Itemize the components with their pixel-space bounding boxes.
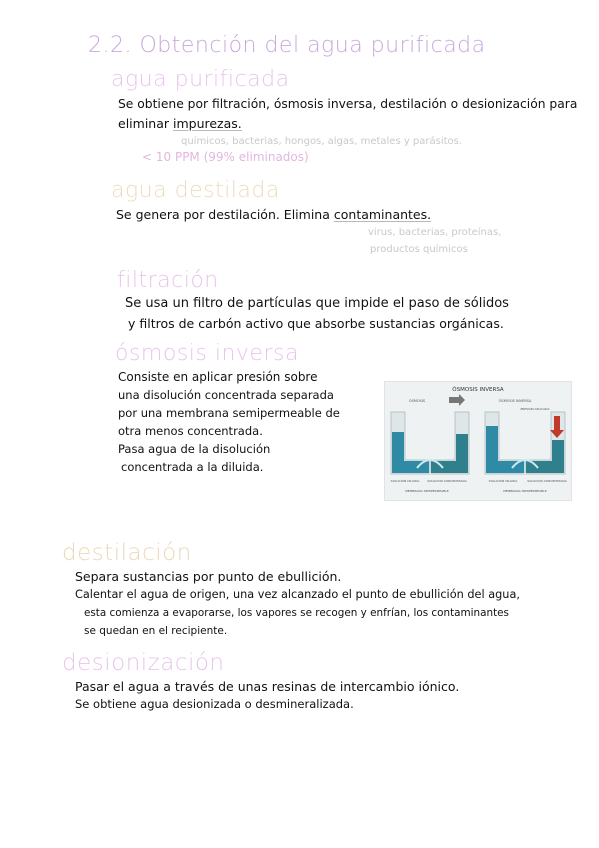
fig-right-c: MEMBRANA SEMIPERMEABLE xyxy=(503,489,547,493)
text-purificada-impurezas: impurezas. xyxy=(173,116,242,131)
fig-arrow-body xyxy=(449,397,459,403)
fig-top-left: ÓSMOSIS xyxy=(408,399,426,403)
heading-filtracion: filtración xyxy=(117,268,219,293)
heading-desionizacion: desionización xyxy=(62,650,225,676)
text-osmosis-line6: concentrada a la diluida. xyxy=(121,460,264,474)
text-destilacion-line4: se quedan en el recipiente. xyxy=(84,625,228,637)
note-purificada-impurezas: químicos, bacterias, hongos, algas, metales y parásitos. xyxy=(181,136,463,147)
text-destilacion-line1: Separa sustancias por punto de ebullición. xyxy=(75,569,342,584)
heading-destilacion: destilación xyxy=(62,540,192,566)
text-osmosis-line5: Pasa agua de la disolución xyxy=(118,442,271,456)
text-osmosis-line3: por una membrana semipermeable de xyxy=(118,406,340,420)
fig-left-water-right xyxy=(430,434,468,473)
osmosis-diagram xyxy=(384,381,572,501)
fig-left-a: SOLUCIÓN DILUIDA xyxy=(390,479,420,483)
fig-top-right: ÓSMOSIS INVERSA xyxy=(498,399,532,403)
text-purificada-line1: Se obtiene por filtración, ósmosis inversa, destilación o desionización para xyxy=(118,97,578,111)
text-purificada-line2-prefix: eliminar xyxy=(118,116,170,131)
heading-agua-destilada: agua destilada xyxy=(111,178,280,203)
fig-left-c: MEMBRANA SEMIPERMEABLE xyxy=(405,489,449,493)
text-destilada-line1 xyxy=(116,207,431,222)
fig-right-water-right xyxy=(525,440,564,473)
text-filtracion-line2: y filtros de carbón activo que absorbe sustancias orgánicas. xyxy=(128,316,504,331)
text-destilada-contaminantes: contaminantes. xyxy=(333,207,432,222)
note-destilada-line1: virus, bacterias, proteínas, xyxy=(368,227,502,238)
fig-left-b: SOLUCIÓN CONCENTRADA xyxy=(427,479,467,483)
fig-right-a: SOLUCIÓN DILUIDA xyxy=(488,479,518,483)
heading-agua-purificada: agua purificada xyxy=(111,67,290,92)
text-desionizacion-line1: Pasar el agua a través de unas resinas de intercambio iónico. xyxy=(75,679,460,694)
note-destilada-line2: productos químicos xyxy=(370,244,468,255)
fig-left-water xyxy=(392,432,430,473)
text-destilacion-line2: Calentar el agua de origen, una vez alcanzado el punto de ebullición del agua, xyxy=(75,588,520,601)
text-osmosis-line1: Consiste en aplicar presión sobre xyxy=(118,370,318,384)
page-title: 2.2. Obtención del agua purificada xyxy=(88,33,486,58)
text-osmosis-line2: una disolución concentrada separada xyxy=(118,388,334,402)
osmosis-diagram-svg xyxy=(385,382,571,500)
fig-title: ÓSMOSIS INVERSA xyxy=(452,387,504,393)
fig-arrow-head xyxy=(459,394,465,406)
fig-right-b: SOLUCIÓN CONCENTRADA xyxy=(527,479,567,483)
fig-pressure-label: PRESIÓN APLICADA xyxy=(520,407,550,411)
text-destilada-prefix: Se genera por destilación. Elimina xyxy=(116,207,330,222)
text-filtracion-line1: Se usa un filtro de partículas que impide el paso de sólidos xyxy=(125,296,509,311)
note-purificada-ppm: < 10 PPM (99% eliminados) xyxy=(142,150,309,164)
text-destilacion-line3: esta comienza a evaporarse, los vapores se recogen y enfrían, los contaminantes xyxy=(84,607,509,619)
text-desionizacion-line2: Se obtiene agua desionizada o desmineralizada. xyxy=(75,697,354,711)
text-purificada-line2 xyxy=(118,116,242,131)
text-osmosis-line4: otra menos concentrada. xyxy=(118,424,263,438)
fig-pressure-arrow-body xyxy=(554,416,560,430)
fig-right-water xyxy=(486,426,525,473)
heading-osmosis-inversa: ósmosis inversa xyxy=(115,341,299,366)
